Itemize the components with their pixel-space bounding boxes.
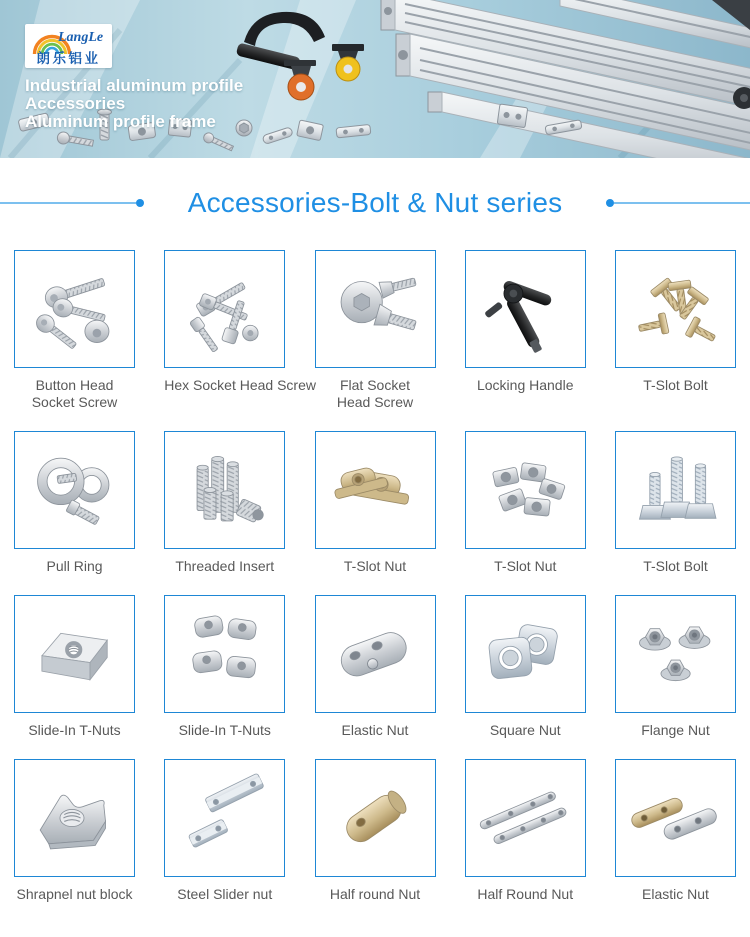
slide-in-t-nut-single-icon bbox=[23, 604, 127, 704]
product-card[interactable] bbox=[465, 759, 586, 903]
product-label-line: Threaded Insert bbox=[175, 558, 275, 574]
flat-socket-screws-icon bbox=[323, 259, 427, 359]
product-image[interactable] bbox=[164, 431, 285, 549]
product-image[interactable] bbox=[315, 250, 436, 368]
product-label-line: Slide-In T-Nuts bbox=[178, 722, 271, 738]
product-label-line: Locking Handle bbox=[476, 377, 574, 393]
product-image[interactable] bbox=[615, 431, 736, 549]
product-image[interactable] bbox=[315, 759, 436, 877]
product-image[interactable] bbox=[465, 431, 586, 549]
series-section bbox=[0, 158, 750, 903]
elastic-nut-icon bbox=[323, 604, 427, 704]
product-label-line: Flange Nut bbox=[641, 722, 710, 738]
product-card[interactable] bbox=[315, 431, 436, 575]
product-card[interactable] bbox=[14, 250, 135, 411]
t-slot-nut-block-icon bbox=[473, 440, 577, 540]
product-image[interactable] bbox=[164, 595, 285, 713]
product-card[interactable] bbox=[14, 595, 135, 739]
tagline-line-3: Aluminum profile frame bbox=[25, 112, 216, 131]
title-dot-left bbox=[136, 199, 144, 207]
shrapnel-nut-block-icon bbox=[23, 768, 127, 868]
t-slot-bolt-standing-icon bbox=[624, 440, 728, 540]
product-label-line: Square Nut bbox=[489, 722, 561, 738]
product-card[interactable] bbox=[164, 759, 285, 903]
hero-banner bbox=[0, 0, 750, 158]
product-label-line: Shrapnel nut block bbox=[16, 886, 133, 902]
product-image[interactable] bbox=[14, 759, 135, 877]
product-label-line: Half round Nut bbox=[329, 886, 421, 902]
product-label bbox=[164, 377, 316, 394]
product-card[interactable] bbox=[615, 595, 736, 739]
product-image[interactable] bbox=[14, 595, 135, 713]
banner-tagline bbox=[25, 77, 243, 131]
pull-ring-icon bbox=[23, 440, 127, 540]
product-image[interactable] bbox=[465, 595, 586, 713]
product-label bbox=[315, 886, 436, 903]
title-rule-right bbox=[614, 202, 750, 204]
product-card[interactable] bbox=[465, 250, 586, 411]
company-logo[interactable] bbox=[25, 24, 112, 68]
product-grid bbox=[0, 250, 750, 903]
product-label-line: T-Slot Bolt bbox=[643, 558, 708, 574]
locking-handle-icon bbox=[473, 259, 577, 359]
tagline-line-1: Industrial aluminum profile bbox=[25, 76, 244, 95]
steel-slider-nut-icon bbox=[173, 768, 277, 868]
product-card[interactable] bbox=[315, 250, 436, 411]
product-image[interactable] bbox=[465, 250, 586, 368]
product-label-line: Half Round Nut bbox=[477, 886, 574, 902]
product-image[interactable] bbox=[315, 595, 436, 713]
product-card[interactable] bbox=[315, 759, 436, 903]
product-label bbox=[465, 558, 586, 575]
square-nut-icon bbox=[473, 604, 577, 704]
product-label-line: Button Head bbox=[35, 377, 114, 393]
product-card[interactable] bbox=[465, 595, 586, 739]
product-image[interactable] bbox=[14, 431, 135, 549]
product-label bbox=[164, 722, 285, 739]
product-label-line: T-Slot Bolt bbox=[643, 377, 708, 393]
half-round-nut-bars-icon bbox=[473, 768, 577, 868]
product-card[interactable] bbox=[315, 595, 436, 739]
product-image[interactable] bbox=[615, 250, 736, 368]
product-label-line: Hex Socket Head Screw bbox=[164, 377, 316, 393]
product-card[interactable] bbox=[615, 250, 736, 411]
t-slot-nut-hammer-icon bbox=[323, 440, 427, 540]
product-label-line: Pull Ring bbox=[46, 558, 103, 574]
product-image[interactable] bbox=[315, 431, 436, 549]
product-label bbox=[465, 886, 586, 903]
title-dot-right bbox=[606, 199, 614, 207]
t-slot-bolt-pile-icon bbox=[624, 259, 728, 359]
product-label bbox=[615, 886, 736, 903]
product-card[interactable] bbox=[14, 759, 135, 903]
product-label-line: Slide-In T-Nuts bbox=[28, 722, 121, 738]
product-label-line: Elastic Nut bbox=[341, 722, 409, 738]
tagline-line-2: Accessories bbox=[25, 94, 126, 113]
product-label-line: Socket Screw bbox=[31, 394, 118, 410]
product-label bbox=[465, 377, 586, 394]
product-label bbox=[615, 377, 736, 394]
product-image[interactable] bbox=[615, 595, 736, 713]
product-label bbox=[14, 722, 135, 739]
flange-nut-icon bbox=[624, 604, 728, 704]
product-label-line: T-Slot Nut bbox=[343, 558, 407, 574]
product-card[interactable] bbox=[164, 250, 316, 411]
product-image[interactable] bbox=[615, 759, 736, 877]
product-card[interactable] bbox=[164, 595, 285, 739]
product-card[interactable] bbox=[14, 431, 135, 575]
title-rule-left bbox=[0, 202, 136, 204]
product-label bbox=[465, 722, 586, 739]
section-title-row bbox=[0, 186, 750, 220]
product-label bbox=[315, 722, 436, 739]
product-label bbox=[315, 377, 436, 411]
logo-name-cn: 朗乐铝业 bbox=[36, 51, 101, 66]
product-label-line: Head Screw bbox=[336, 394, 414, 410]
product-label bbox=[164, 886, 285, 903]
product-card[interactable] bbox=[615, 759, 736, 903]
product-label-line: Elastic Nut bbox=[642, 886, 709, 902]
product-label bbox=[164, 558, 285, 575]
product-card[interactable] bbox=[164, 431, 285, 575]
product-card[interactable] bbox=[615, 431, 736, 575]
half-round-nut-single-icon bbox=[323, 768, 427, 868]
button-head-screws-icon bbox=[23, 259, 127, 359]
product-image[interactable] bbox=[164, 759, 285, 877]
product-image[interactable] bbox=[14, 250, 135, 368]
product-label-line: Flat Socket bbox=[339, 377, 411, 393]
section-title: Accessories-Bolt & Nut series bbox=[187, 187, 563, 218]
product-card[interactable] bbox=[465, 431, 586, 575]
product-image[interactable] bbox=[465, 759, 586, 877]
product-image[interactable] bbox=[164, 250, 285, 368]
product-label bbox=[315, 558, 436, 575]
slide-in-t-nut-group-icon bbox=[173, 604, 277, 704]
product-label-line: T-Slot Nut bbox=[494, 558, 557, 574]
threaded-insert-icon bbox=[173, 440, 277, 540]
product-label bbox=[14, 886, 135, 903]
product-label bbox=[615, 722, 736, 739]
product-label bbox=[615, 558, 736, 575]
logo-name-en: LangLe bbox=[58, 30, 104, 45]
elastic-nut-pair-icon bbox=[624, 768, 728, 868]
product-label-line: Steel Slider nut bbox=[177, 886, 273, 902]
product-label bbox=[14, 558, 135, 575]
product-label bbox=[14, 377, 135, 411]
hex-socket-screws-icon bbox=[173, 259, 277, 359]
